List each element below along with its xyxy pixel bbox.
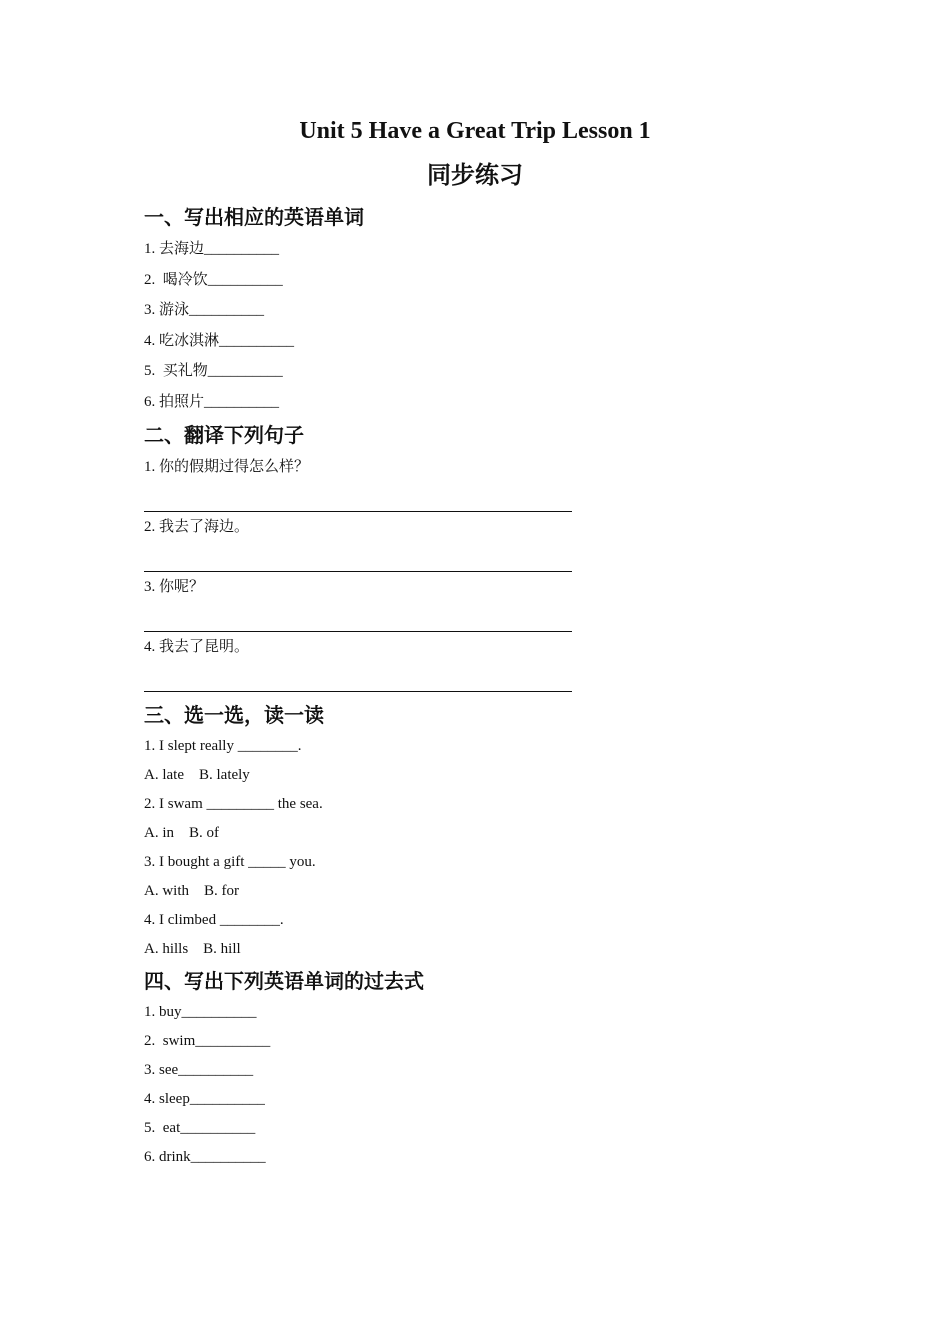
- list-item: 2. 喝冷饮__________: [144, 271, 283, 288]
- list-item: 6. 拍照片__________: [144, 393, 280, 410]
- answer-line[interactable]: [144, 602, 572, 632]
- list-item: 1. 去海边__________: [144, 241, 280, 257]
- worksheet-content: [144, 200, 844, 1172]
- list-item: 3. see__________: [144, 1061, 254, 1078]
- section-2-list: [144, 452, 844, 692]
- list-item: 2. swim__________: [144, 1032, 271, 1049]
- section-4-list: [144, 998, 844, 1172]
- section-4-heading: 四、写出下列英语单词的过去式: [144, 968, 424, 993]
- section-1-heading: 一、写出相应的英语单词: [144, 205, 364, 229]
- list-item: 3. 游泳__________: [144, 302, 265, 319]
- list-item: 2. 我去了海边。: [144, 518, 250, 535]
- list-item: 4. I climbed ________.: [144, 911, 284, 928]
- list-item: 1. I slept really ________.: [144, 737, 302, 754]
- list-item: A. with B. for: [144, 882, 239, 899]
- list-item: 5. 买礼物__________: [144, 363, 283, 380]
- list-item: 4. 吃冰淇淋__________: [144, 332, 295, 349]
- list-item: 1. buy__________: [144, 1003, 257, 1020]
- section-2-heading: 二、翻译下列句子: [144, 422, 304, 447]
- list-item: 4. sleep__________: [144, 1090, 265, 1107]
- page-subtitle: 同步练习: [427, 161, 523, 189]
- section-3-heading: 三、选一选，读一读: [144, 702, 324, 727]
- answer-line[interactable]: [144, 542, 572, 572]
- list-item: 1. 你的假期过得怎么样？: [144, 458, 310, 475]
- answer-line[interactable]: [144, 662, 572, 692]
- list-item: 3. 你呢？: [144, 578, 205, 595]
- list-item: 4. 我去了昆明。: [144, 638, 250, 655]
- list-item: 3. I bought a gift _____ you.: [144, 853, 316, 870]
- answer-line[interactable]: [144, 482, 572, 512]
- section-1-list: [144, 234, 844, 418]
- list-item: A. in B. of: [144, 824, 219, 841]
- list-item: A. hills B. hill: [144, 940, 241, 957]
- list-item: 2. I swam _________ the sea.: [144, 795, 323, 812]
- section-3-list: [144, 732, 844, 964]
- page-title: Unit 5 Have a Great Trip Lesson 1: [299, 118, 651, 144]
- list-item: A. late B. lately: [144, 766, 250, 783]
- list-item: 5. eat__________: [144, 1119, 256, 1136]
- list-item: 6. drink__________: [144, 1148, 266, 1165]
